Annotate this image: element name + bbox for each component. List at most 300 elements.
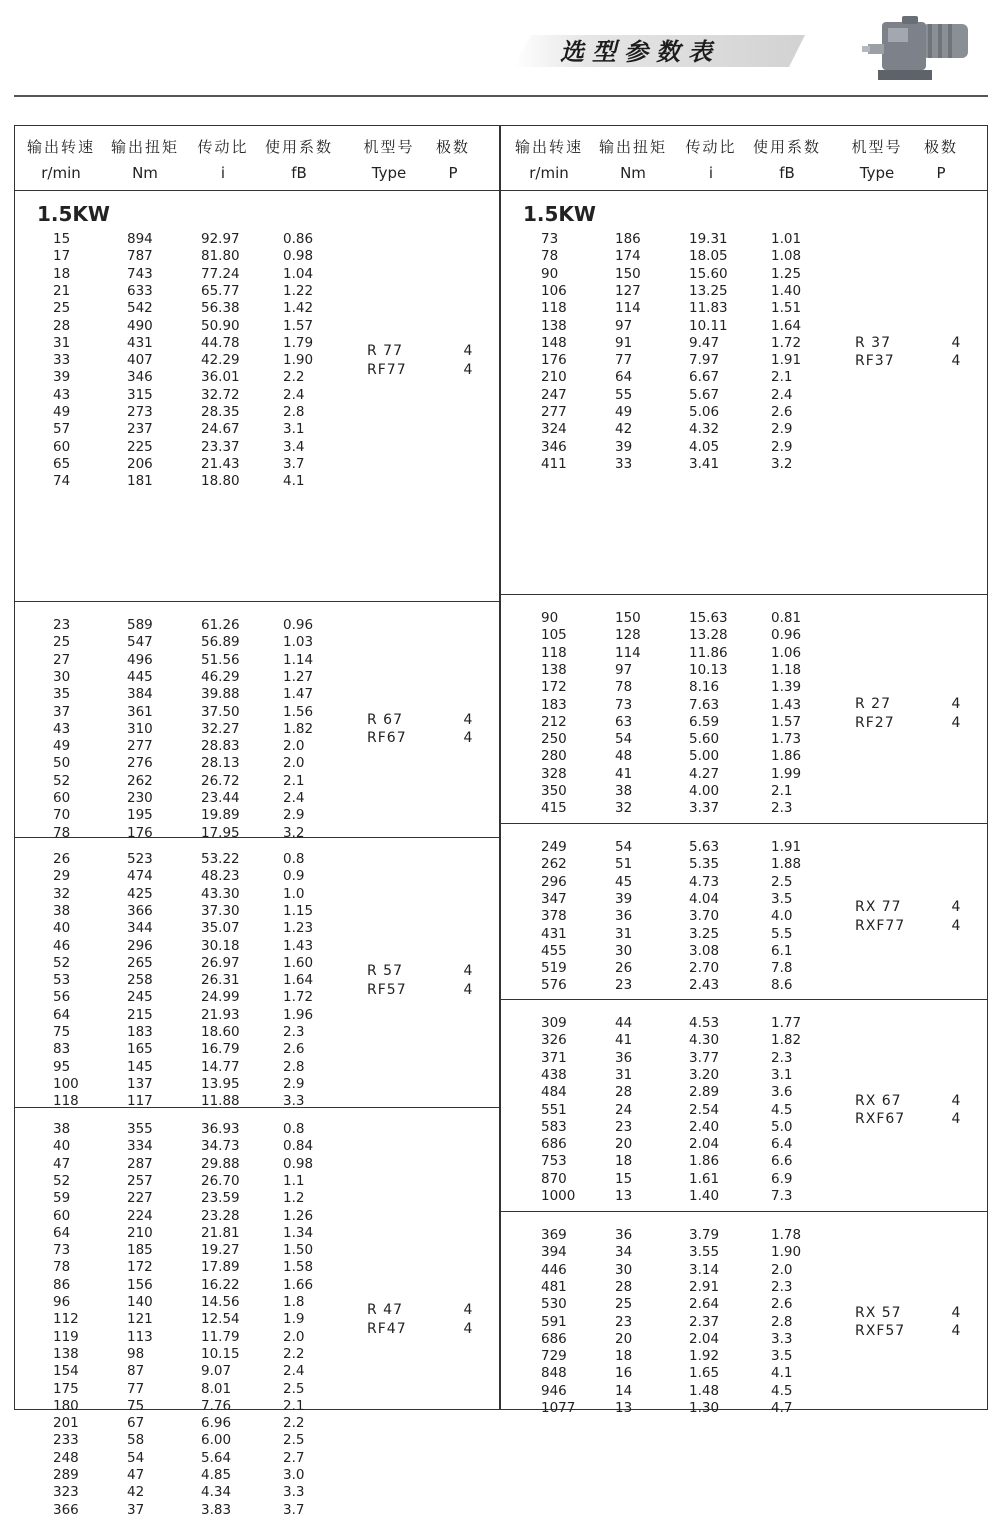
speed-cell: 18 bbox=[53, 265, 71, 282]
speed-cell: 323 bbox=[53, 1484, 79, 1501]
speed-cell: 53 bbox=[53, 972, 71, 989]
column-header-en: Type bbox=[859, 164, 895, 182]
factor-cell: 1.23 bbox=[283, 920, 314, 937]
pole-count: 4 bbox=[951, 1323, 961, 1340]
spec-block bbox=[15, 231, 499, 601]
factor-cell: 2.9 bbox=[283, 807, 305, 824]
torque-cell: 97 bbox=[615, 661, 633, 678]
speed-cell: 43 bbox=[53, 386, 71, 403]
column-header-zh: 使用系数 bbox=[752, 138, 821, 156]
speed-cell: 32 bbox=[53, 885, 71, 902]
table-row bbox=[15, 369, 499, 386]
torque-cell: 150 bbox=[615, 610, 641, 626]
speed-cell: 90 bbox=[541, 610, 559, 626]
speed-cell: 26 bbox=[53, 851, 71, 867]
table-row bbox=[15, 1024, 499, 1041]
torque-cell: 210 bbox=[127, 1224, 153, 1241]
torque-cell: 542 bbox=[127, 300, 153, 317]
table-row bbox=[15, 1484, 499, 1501]
ratio-cell: 24.99 bbox=[201, 989, 240, 1006]
torque-cell: 523 bbox=[127, 851, 153, 867]
torque-cell: 185 bbox=[127, 1242, 153, 1259]
pole-count: 4 bbox=[463, 1302, 473, 1319]
table-row bbox=[501, 645, 987, 662]
speed-cell: 296 bbox=[541, 873, 567, 890]
table-row bbox=[15, 955, 499, 972]
factor-cell: 1.22 bbox=[283, 282, 314, 299]
pole-count: 4 bbox=[951, 714, 961, 731]
torque-cell: 174 bbox=[615, 248, 641, 265]
page-title: 选型参数表 bbox=[560, 38, 720, 66]
table-row bbox=[501, 1084, 987, 1101]
torque-cell: 15 bbox=[615, 1170, 633, 1187]
factor-cell: 2.3 bbox=[771, 800, 793, 817]
table-row bbox=[501, 1119, 987, 1136]
ratio-cell: 2.64 bbox=[689, 1296, 720, 1313]
factor-cell: 4.1 bbox=[771, 1365, 793, 1382]
factor-cell: 1.43 bbox=[771, 696, 802, 713]
torque-cell: 296 bbox=[127, 937, 153, 954]
pole-count: 4 bbox=[951, 1092, 961, 1109]
speed-cell: 78 bbox=[53, 824, 71, 841]
ratio-cell: 7.63 bbox=[689, 696, 720, 713]
ratio-cell: 28.35 bbox=[201, 404, 240, 420]
ratio-cell: 53.22 bbox=[201, 851, 240, 867]
table-row bbox=[15, 387, 499, 404]
factor-cell: 1.57 bbox=[283, 317, 314, 334]
ratio-cell: 9.07 bbox=[201, 1363, 232, 1380]
speed-cell: 78 bbox=[541, 248, 559, 265]
column-header-zh: 极数 bbox=[923, 138, 958, 156]
factor-cell: 6.6 bbox=[771, 1153, 793, 1170]
factor-cell: 3.0 bbox=[283, 1467, 305, 1483]
table-row bbox=[501, 1331, 987, 1348]
torque-cell: 257 bbox=[127, 1172, 153, 1189]
torque-cell: 73 bbox=[615, 696, 633, 713]
speed-cell: 210 bbox=[541, 369, 567, 386]
torque-cell: 361 bbox=[127, 703, 153, 720]
torque-cell: 33 bbox=[615, 455, 633, 472]
table-row bbox=[15, 1173, 499, 1190]
factor-cell: 1.04 bbox=[283, 265, 314, 282]
ratio-cell: 3.83 bbox=[201, 1501, 232, 1518]
speed-cell: 95 bbox=[53, 1058, 71, 1075]
torque-cell: 42 bbox=[615, 421, 633, 438]
speed-cell: 38 bbox=[53, 1121, 71, 1137]
ratio-cell: 11.79 bbox=[201, 1328, 240, 1345]
ratio-cell: 30.18 bbox=[201, 937, 240, 954]
ratio-cell: 1.61 bbox=[689, 1170, 720, 1187]
factor-cell: 1.18 bbox=[771, 661, 802, 678]
table-row bbox=[15, 1450, 499, 1467]
table-row bbox=[501, 1348, 987, 1365]
ratio-cell: 65.77 bbox=[201, 282, 240, 299]
speed-cell: 138 bbox=[541, 661, 567, 678]
column-header-en: P bbox=[448, 164, 458, 182]
speed-cell: 86 bbox=[53, 1276, 71, 1293]
ratio-cell: 4.85 bbox=[201, 1467, 232, 1483]
torque-cell: 20 bbox=[615, 1136, 633, 1153]
torque-cell: 54 bbox=[127, 1449, 145, 1466]
factor-cell: 2.4 bbox=[283, 1363, 305, 1380]
factor-cell: 6.9 bbox=[771, 1170, 793, 1187]
pole-count: 4 bbox=[951, 696, 961, 713]
ratio-cell: 11.83 bbox=[689, 300, 728, 317]
table-row bbox=[501, 369, 987, 386]
table-row bbox=[501, 977, 987, 994]
factor-cell: 1.39 bbox=[771, 679, 802, 696]
column-header bbox=[107, 126, 183, 190]
factor-cell: 2.5 bbox=[283, 1432, 305, 1449]
table-row bbox=[15, 868, 499, 885]
torque-cell: 245 bbox=[127, 989, 153, 1006]
speed-cell: 30 bbox=[53, 668, 71, 685]
model-type: RF67 bbox=[367, 730, 407, 747]
speed-cell: 78 bbox=[53, 1259, 71, 1276]
speed-cell: 33 bbox=[53, 352, 71, 369]
speed-cell: 56 bbox=[53, 989, 71, 1006]
speed-cell: 233 bbox=[53, 1432, 79, 1449]
spec-block bbox=[501, 999, 987, 1212]
torque-cell: 743 bbox=[127, 265, 153, 282]
table-row bbox=[15, 903, 499, 920]
ratio-cell: 3.25 bbox=[689, 925, 720, 942]
model-type: R 57 bbox=[367, 963, 403, 980]
factor-cell: 1.91 bbox=[771, 839, 802, 855]
pole-count: 4 bbox=[463, 361, 473, 378]
speed-cell: 519 bbox=[541, 960, 567, 977]
table-row bbox=[501, 1400, 987, 1417]
torque-cell: 490 bbox=[127, 317, 153, 334]
ratio-cell: 15.63 bbox=[689, 610, 728, 626]
torque-cell: 77 bbox=[127, 1380, 145, 1397]
spec-block bbox=[15, 601, 499, 841]
speed-cell: 1077 bbox=[541, 1400, 576, 1416]
ratio-cell: 8.16 bbox=[689, 679, 720, 696]
speed-cell: 74 bbox=[53, 473, 71, 490]
torque-cell: 32 bbox=[615, 800, 633, 817]
speed-cell: 346 bbox=[541, 438, 567, 455]
column-header bbox=[349, 126, 429, 190]
table-row bbox=[15, 755, 499, 772]
spec-block bbox=[15, 1107, 499, 1517]
speed-cell: 309 bbox=[541, 1015, 567, 1031]
table-row bbox=[15, 421, 499, 438]
table-row bbox=[501, 1279, 987, 1296]
factor-cell: 7.8 bbox=[771, 960, 793, 977]
speed-cell: 686 bbox=[541, 1330, 567, 1347]
table-row bbox=[501, 439, 987, 456]
torque-cell: 474 bbox=[127, 868, 153, 885]
speed-cell: 247 bbox=[541, 386, 567, 403]
torque-cell: 36 bbox=[615, 1049, 633, 1066]
model-type: RF27 bbox=[855, 714, 895, 731]
ratio-cell: 26.31 bbox=[201, 972, 240, 989]
torque-cell: 36 bbox=[615, 908, 633, 925]
torque-cell: 55 bbox=[615, 386, 633, 403]
torque-cell: 277 bbox=[127, 738, 153, 755]
speed-cell: 250 bbox=[541, 731, 567, 748]
factor-cell: 1.64 bbox=[283, 972, 314, 989]
table-row bbox=[501, 421, 987, 438]
speed-cell: 394 bbox=[541, 1244, 567, 1261]
column-header-en: i bbox=[220, 164, 226, 182]
ratio-cell: 18.60 bbox=[201, 1024, 240, 1040]
factor-cell: 1.57 bbox=[771, 713, 802, 730]
ratio-cell: 5.67 bbox=[689, 386, 720, 403]
speed-cell: 201 bbox=[53, 1415, 79, 1432]
factor-cell: 0.86 bbox=[283, 231, 314, 247]
table-row bbox=[15, 300, 499, 317]
model-type: RXF57 bbox=[855, 1323, 906, 1340]
table-row bbox=[501, 908, 987, 925]
torque-cell: 75 bbox=[127, 1397, 145, 1414]
column-header-en: fB bbox=[779, 164, 795, 182]
torque-cell: 425 bbox=[127, 885, 153, 902]
factor-cell: 1.79 bbox=[283, 334, 314, 351]
speed-cell: 347 bbox=[541, 890, 567, 907]
torque-cell: 37 bbox=[127, 1501, 145, 1518]
speed-cell: 49 bbox=[53, 404, 71, 420]
table-row bbox=[501, 874, 987, 891]
speed-cell: 25 bbox=[53, 634, 71, 651]
torque-cell: 30 bbox=[615, 942, 633, 959]
speed-cell: 43 bbox=[53, 720, 71, 737]
factor-cell: 2.3 bbox=[771, 1049, 793, 1066]
factor-cell: 2.6 bbox=[771, 404, 793, 420]
factor-cell: 1.73 bbox=[771, 731, 802, 748]
torque-cell: 287 bbox=[127, 1155, 153, 1172]
speed-cell: 46 bbox=[53, 937, 71, 954]
factor-cell: 1.91 bbox=[771, 352, 802, 369]
factor-cell: 1.77 bbox=[771, 1015, 802, 1031]
ratio-cell: 5.63 bbox=[689, 839, 720, 855]
torque-cell: 176 bbox=[127, 824, 153, 841]
speed-cell: 83 bbox=[53, 1041, 71, 1058]
factor-cell: 2.2 bbox=[283, 369, 305, 386]
speed-cell: 28 bbox=[53, 317, 71, 334]
torque-cell: 25 bbox=[615, 1296, 633, 1313]
factor-cell: 0.98 bbox=[283, 248, 314, 265]
table-row bbox=[501, 662, 987, 679]
factor-cell: 1.56 bbox=[283, 703, 314, 720]
column-header-en: r/min bbox=[529, 164, 569, 182]
ratio-cell: 21.43 bbox=[201, 455, 240, 472]
factor-cell: 2.9 bbox=[283, 1075, 305, 1092]
torque-cell: 407 bbox=[127, 352, 153, 369]
table-row bbox=[501, 404, 987, 421]
torque-cell: 20 bbox=[615, 1330, 633, 1347]
factor-cell: 2.0 bbox=[283, 1328, 305, 1345]
torque-cell: 346 bbox=[127, 369, 153, 386]
factor-cell: 3.5 bbox=[771, 890, 793, 907]
table-row bbox=[15, 335, 499, 352]
table-row bbox=[15, 352, 499, 369]
ratio-cell: 12.54 bbox=[201, 1311, 240, 1328]
factor-cell: 2.0 bbox=[771, 1261, 793, 1278]
torque-cell: 334 bbox=[127, 1138, 153, 1155]
column-header-en: P bbox=[936, 164, 946, 182]
table-row bbox=[15, 1277, 499, 1294]
torque-cell: 49 bbox=[615, 404, 633, 420]
table-row bbox=[501, 318, 987, 335]
ratio-cell: 15.60 bbox=[689, 265, 728, 282]
table-row bbox=[15, 790, 499, 807]
factor-cell: 1.08 bbox=[771, 248, 802, 265]
model-type: RXF67 bbox=[855, 1111, 906, 1128]
table-row bbox=[501, 697, 987, 714]
ratio-cell: 7.76 bbox=[201, 1397, 232, 1414]
table-row bbox=[15, 1156, 499, 1173]
left-table bbox=[14, 125, 500, 1518]
ratio-cell: 7.97 bbox=[689, 352, 720, 369]
torque-cell: 26 bbox=[615, 960, 633, 977]
table-header bbox=[15, 126, 499, 191]
factor-cell: 6.4 bbox=[771, 1136, 793, 1153]
column-header-zh: 机型号 bbox=[363, 138, 415, 156]
ratio-cell: 42.29 bbox=[201, 352, 240, 369]
speed-cell: 105 bbox=[541, 627, 567, 644]
factor-cell: 3.3 bbox=[283, 1093, 305, 1110]
factor-cell: 5.5 bbox=[771, 925, 793, 942]
column-header-zh: 机型号 bbox=[851, 138, 903, 156]
speed-cell: 47 bbox=[53, 1155, 71, 1172]
table-row bbox=[15, 439, 499, 456]
ratio-cell: 13.95 bbox=[201, 1075, 240, 1092]
factor-cell: 1.40 bbox=[771, 282, 802, 299]
ratio-cell: 5.35 bbox=[689, 856, 720, 873]
ratio-cell: 35.07 bbox=[201, 920, 240, 937]
factor-cell: 6.1 bbox=[771, 942, 793, 959]
speed-cell: 371 bbox=[541, 1049, 567, 1066]
speed-cell: 70 bbox=[53, 807, 71, 824]
torque-cell: 273 bbox=[127, 404, 153, 420]
factor-cell: 1.34 bbox=[283, 1224, 314, 1241]
ratio-cell: 2.40 bbox=[689, 1118, 720, 1135]
ratio-cell: 10.15 bbox=[201, 1345, 240, 1362]
factor-cell: 0.84 bbox=[283, 1138, 314, 1155]
speed-cell: 366 bbox=[53, 1501, 79, 1518]
ratio-cell: 13.28 bbox=[689, 627, 728, 644]
ratio-cell: 29.88 bbox=[201, 1155, 240, 1172]
table-row bbox=[501, 1314, 987, 1331]
speed-cell: 35 bbox=[53, 686, 71, 703]
speed-cell: 60 bbox=[53, 790, 71, 806]
table-row bbox=[501, 300, 987, 317]
table-row bbox=[501, 1244, 987, 1261]
factor-cell: 2.4 bbox=[283, 790, 305, 806]
ratio-cell: 61.26 bbox=[201, 617, 240, 633]
factor-cell: 1.47 bbox=[283, 686, 314, 703]
speed-cell: 64 bbox=[53, 1006, 71, 1023]
ratio-cell: 23.37 bbox=[201, 438, 240, 455]
ratio-cell: 23.44 bbox=[201, 790, 240, 806]
column-header bbox=[837, 126, 917, 190]
table-row bbox=[501, 926, 987, 943]
ratio-cell: 3.37 bbox=[689, 800, 720, 817]
ratio-cell: 51.56 bbox=[201, 651, 240, 668]
model-type: R 27 bbox=[855, 696, 891, 713]
factor-cell: 1.72 bbox=[283, 989, 314, 1006]
column-header-en: fB bbox=[291, 164, 307, 182]
column-header bbox=[923, 126, 959, 190]
factor-cell: 1.1 bbox=[283, 1172, 305, 1189]
table-row bbox=[15, 404, 499, 421]
ratio-cell: 6.59 bbox=[689, 713, 720, 730]
speed-cell: 31 bbox=[53, 334, 71, 351]
speed-cell: 262 bbox=[541, 856, 567, 873]
pole-count: 4 bbox=[951, 1304, 961, 1321]
torque-cell: 127 bbox=[615, 282, 641, 299]
torque-cell: 48 bbox=[615, 748, 633, 765]
torque-cell: 265 bbox=[127, 954, 153, 971]
torque-cell: 121 bbox=[127, 1311, 153, 1328]
torque-cell: 63 bbox=[615, 713, 633, 730]
speed-cell: 25 bbox=[53, 300, 71, 317]
factor-cell: 0.8 bbox=[283, 1121, 305, 1137]
ratio-cell: 18.05 bbox=[689, 248, 728, 265]
table-row bbox=[15, 1242, 499, 1259]
table-row bbox=[15, 456, 499, 473]
ratio-cell: 13.25 bbox=[689, 282, 728, 299]
column-header-zh: 输出扭矩 bbox=[110, 138, 179, 156]
factor-cell: 0.8 bbox=[283, 851, 305, 867]
ratio-cell: 3.70 bbox=[689, 908, 720, 925]
speed-cell: 180 bbox=[53, 1397, 79, 1414]
ratio-cell: 10.13 bbox=[689, 661, 728, 678]
column-header-en: Type bbox=[371, 164, 407, 182]
ratio-cell: 23.59 bbox=[201, 1190, 240, 1207]
factor-cell: 1.2 bbox=[283, 1190, 305, 1207]
ratio-cell: 4.30 bbox=[689, 1032, 720, 1049]
table-row bbox=[15, 1398, 499, 1415]
ratio-cell: 1.92 bbox=[689, 1348, 720, 1365]
ratio-cell: 3.14 bbox=[689, 1261, 720, 1278]
ratio-cell: 32.72 bbox=[201, 386, 240, 403]
torque-cell: 156 bbox=[127, 1276, 153, 1293]
torque-cell: 91 bbox=[615, 334, 633, 351]
ratio-cell: 37.30 bbox=[201, 902, 240, 919]
speed-cell: 369 bbox=[541, 1227, 567, 1243]
factor-cell: 1.50 bbox=[283, 1242, 314, 1259]
speed-cell: 438 bbox=[541, 1066, 567, 1083]
ratio-cell: 77.24 bbox=[201, 265, 240, 282]
torque-cell: 36 bbox=[615, 1227, 633, 1243]
speed-cell: 59 bbox=[53, 1190, 71, 1207]
factor-cell: 0.9 bbox=[283, 868, 305, 885]
table-row bbox=[15, 1329, 499, 1346]
torque-cell: 64 bbox=[615, 369, 633, 386]
factor-cell: 3.1 bbox=[283, 421, 305, 438]
torque-cell: 315 bbox=[127, 386, 153, 403]
factor-cell: 1.9 bbox=[283, 1311, 305, 1328]
ratio-cell: 5.64 bbox=[201, 1449, 232, 1466]
gear-motor-image bbox=[862, 14, 972, 88]
table-row bbox=[15, 1467, 499, 1484]
table-row bbox=[15, 1415, 499, 1432]
model-type: R 67 bbox=[367, 711, 403, 728]
factor-cell: 3.4 bbox=[283, 438, 305, 455]
ratio-cell: 4.53 bbox=[689, 1015, 720, 1031]
ratio-cell: 1.86 bbox=[689, 1153, 720, 1170]
torque-cell: 310 bbox=[127, 720, 153, 737]
speed-cell: 183 bbox=[541, 696, 567, 713]
torque-cell: 183 bbox=[127, 1024, 153, 1040]
table-row bbox=[15, 886, 499, 903]
speed-cell: 324 bbox=[541, 421, 567, 438]
ratio-cell: 9.47 bbox=[689, 334, 720, 351]
factor-cell: 4.0 bbox=[771, 908, 793, 925]
